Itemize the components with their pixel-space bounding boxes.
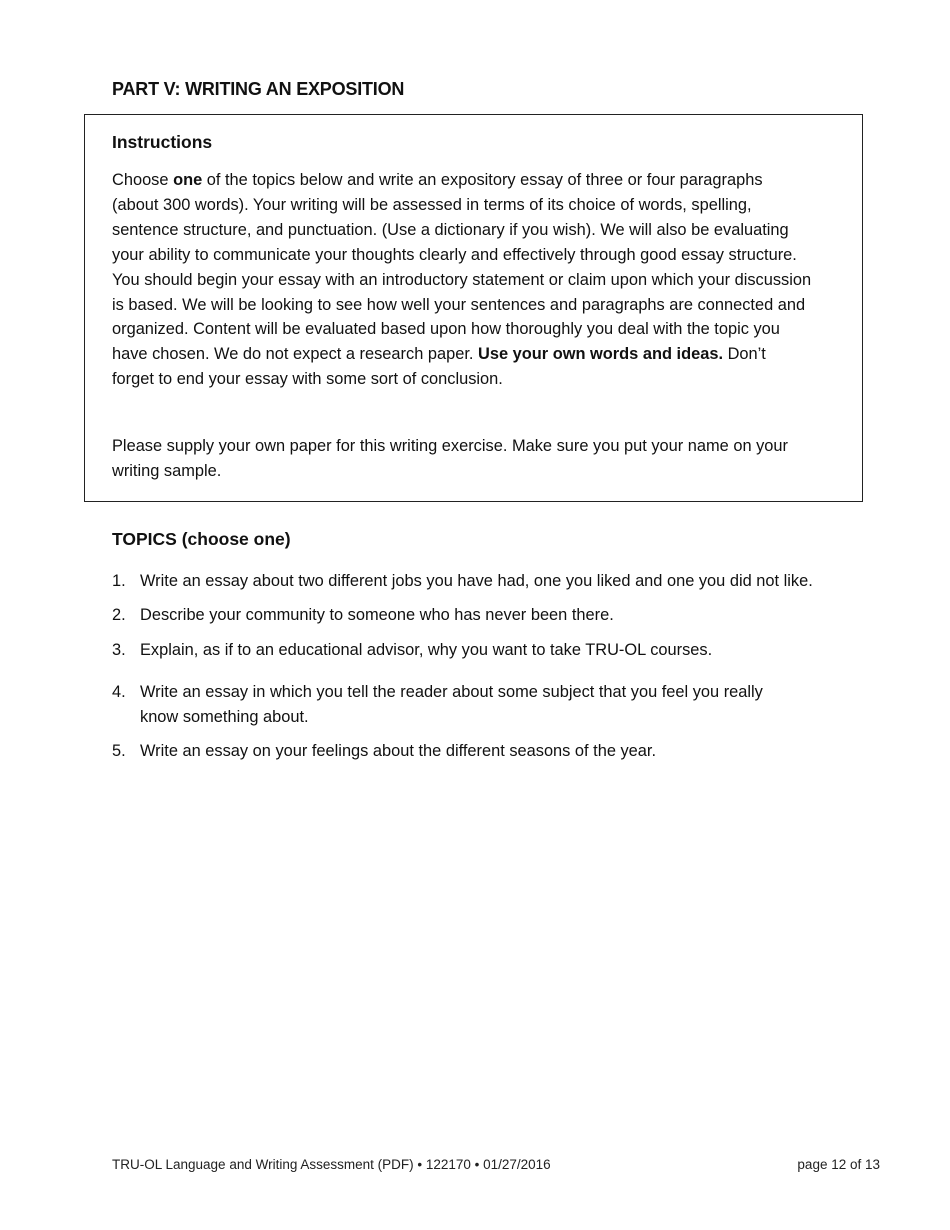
topic-number: 3.	[112, 641, 126, 659]
topic-number: 5.	[112, 742, 126, 760]
topic-item	[112, 638, 852, 663]
instructions-text: of the topics below and write an expository essay of three or four paragraphs (about 300 words). Your writing will be assessed in terms of its choice of words, spelling, sentence structure, and punctuation. (Use a dictionary if you wish). We will also be evaluating your ability to communicate your thoughts clearly and effectively through good essay structure. You should begin your essay with an introductory statement or claim upon which your discussion is based. We will be looking to see how well your sentences and paragraphs are connected and organized. Content will be evaluated based upon how thoroughly you deal with the topic you have chosen. We do not expect a research paper.	[112, 171, 812, 364]
topic-item	[112, 569, 852, 594]
instructions-paragraph-1	[112, 168, 812, 392]
page-title: PART V: WRITING AN EXPOSITION	[112, 79, 405, 99]
instructions-box	[84, 114, 863, 502]
topic-number: 1.	[112, 572, 126, 590]
instructions-heading: Instructions	[112, 132, 213, 152]
instructions-text: Choose	[112, 171, 174, 189]
topic-number: 2.	[112, 606, 126, 624]
topic-text: Describe your community to someone who has never been there.	[140, 606, 614, 624]
instructions-paragraph-2: Please supply your own paper for this writing exercise. Make sure you put your name on your writing sample.	[112, 437, 788, 480]
instructions-text: Don’t forget to end your essay with some sort of conclusion.	[112, 345, 766, 389]
topic-text: Write an essay on your feelings about the different seasons of the year.	[140, 742, 657, 760]
emphasis-one: one	[173, 171, 203, 189]
topic-number: 4.	[112, 683, 126, 701]
topic-text: Write an essay in which you tell the reader about some subject that you feel you really know something about.	[140, 683, 763, 726]
topic-text: Write an essay about two different jobs you have had, one you liked and one you did not like.	[140, 572, 813, 590]
topics-heading: TOPICS (choose one)	[112, 529, 291, 549]
footer-page-number: page 12 of 13	[797, 1157, 880, 1172]
topic-item	[112, 680, 802, 730]
emphasis-own-words: Use your own words and ideas.	[478, 345, 724, 364]
footer-document-info: TRU-OL Language and Writing Assessment (PDF) • 122170 • 01/27/2016	[112, 1157, 551, 1172]
topic-text: Explain, as if to an educational advisor, why you want to take TRU-OL courses.	[140, 641, 713, 659]
topic-item	[112, 739, 852, 764]
topic-item	[112, 603, 852, 628]
